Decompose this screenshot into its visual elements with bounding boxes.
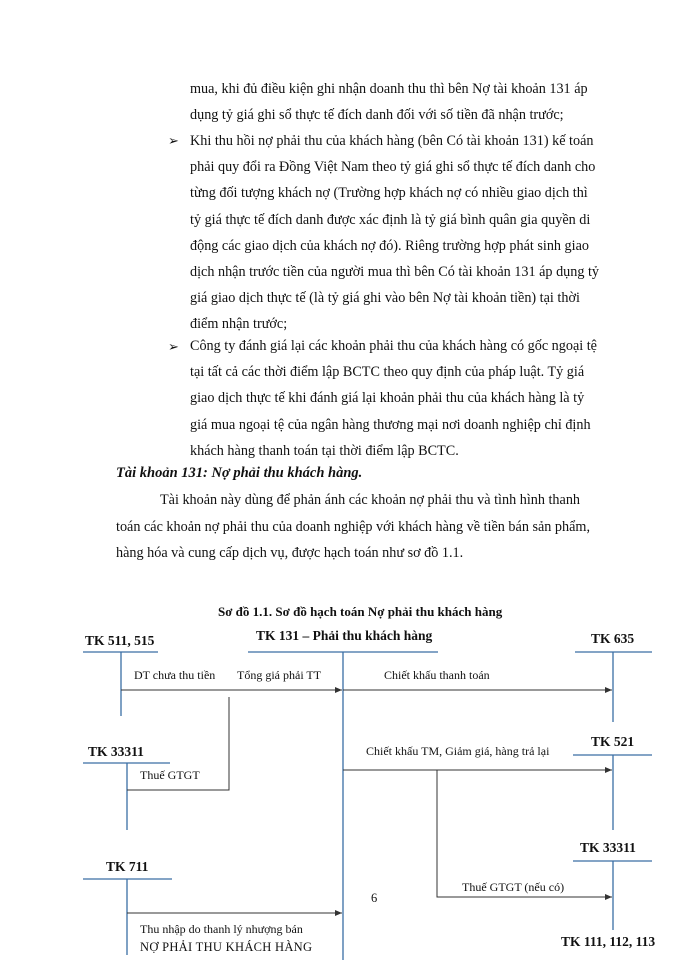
text-line: động các giao dịch của khách nợ đó). Riêng trường hợp phát sinh giao [190, 237, 589, 254]
account-tk521: TK 521 [591, 734, 635, 749]
label-tong-gia: Tổng giá phải TT [237, 668, 322, 682]
text-line: hàng hóa và cung cấp dịch vụ, được hạch toán như sơ đồ 1.1. [116, 545, 464, 561]
text-line: điểm nhận trước; [190, 316, 288, 333]
continuation-paragraph [190, 76, 632, 128]
text-line: khách hàng thanh toán tại thời điểm lập BCTC. [190, 442, 459, 459]
label-thue-gtgt: Thuế GTGT [140, 768, 200, 782]
label-chiet-khau-tt: Chiết khấu thanh toán [384, 668, 490, 682]
account-tk635: TK 635 [591, 631, 635, 646]
bullet-arrow-icon: ➢ [168, 133, 179, 148]
arrow-vat-to-33311 [437, 770, 612, 897]
text-line: Khi thu hồi nợ phải thu của khách hàng (bên Có tài khoản 131) kế toán [190, 133, 594, 149]
text-line: dụng tỷ giá ghi sổ thực tế đích danh đối với số tiền đã nhận trước; [190, 107, 564, 124]
text-line: Tài khoản này dùng để phản ánh các khoản nợ phải thu và tình hình thanh [160, 492, 581, 508]
text-line: toán các khoản nợ phải thu của doanh nghiệp với khách hàng về tiền bán sản phẩm, [116, 518, 590, 535]
text-line: tại tất cả các thời điểm lập BCTC theo quy định của pháp luật. Tỷ giá [190, 364, 585, 381]
account-tk711: TK 711 [106, 859, 149, 874]
text-line: Công ty đánh giá lại các khoản phải thu của khách hàng có gốc ngoại tệ [190, 338, 597, 354]
text-line: giá mua ngoại tệ của ngân hàng thương mại nơi doanh nghiệp chỉ định [190, 416, 591, 433]
text-line: dịch nhận trước tiền của người mua thì bên Có tài khoản 131 áp dụng tỷ [190, 264, 600, 281]
intro-paragraph [116, 487, 636, 567]
account-tk33311-right: TK 33311 [580, 840, 636, 855]
text-line: giao dịch thực tế khi đánh giá lại khoản phải thu của khách hàng là tỷ [190, 390, 585, 407]
label-dt-chua-thu: DT chưa thu tiền [134, 668, 216, 682]
section-heading: Tài khoản 131: Nợ phải thu khách hàng. [116, 465, 363, 481]
account-tk511: TK 511, 515 [85, 633, 155, 648]
label-thu-nhap: Thu nhập do thanh lý nhượng bán [140, 922, 303, 936]
text-line: giá giao dịch thực tế (là tỷ giá ghi vào bên Nợ tài khoản tiền) tại thời [190, 290, 580, 307]
label-thue-gtgt-neu-co: Thuế GTGT (nếu có) [462, 880, 565, 894]
account-tk131: TK 131 – Phải thu khách hàng [256, 628, 433, 643]
label-chiet-khau-tm: Chiết khấu TM, Giảm giá, hàng trả lại [366, 744, 550, 758]
bullet-arrow-icon: ➢ [168, 339, 179, 354]
diagram-title: Sơ đồ 1.1. Sơ đồ hạch toán Nợ phải thu khách hàng [218, 604, 503, 619]
bullet-paragraph-1 [190, 128, 632, 338]
text-line: từng đối tượng khách nợ (Trường hợp khách nợ có nhiều giao dịch thì [190, 185, 588, 202]
account-tk111: TK 111, 112, 113 [561, 934, 656, 949]
text-line: mua, khi đủ điều kiện ghi nhận doanh thu thì bên Nợ tài khoản 131 áp [190, 81, 588, 97]
bullet-paragraph-2 [190, 333, 632, 464]
text-line: tỷ giá thực tế đích danh được xác định là tỷ giá bình quân gia quyền di [190, 211, 591, 228]
text-line: phải quy đổi ra Đồng Việt Nam theo tỷ giá ghi sổ thực tế đích danh cho [190, 159, 596, 176]
page-number: 6 [371, 891, 378, 905]
page-footer: NỢ PHẢI THU KHÁCH HÀNG [140, 940, 313, 954]
account-tk33311-left: TK 33311 [88, 744, 144, 759]
